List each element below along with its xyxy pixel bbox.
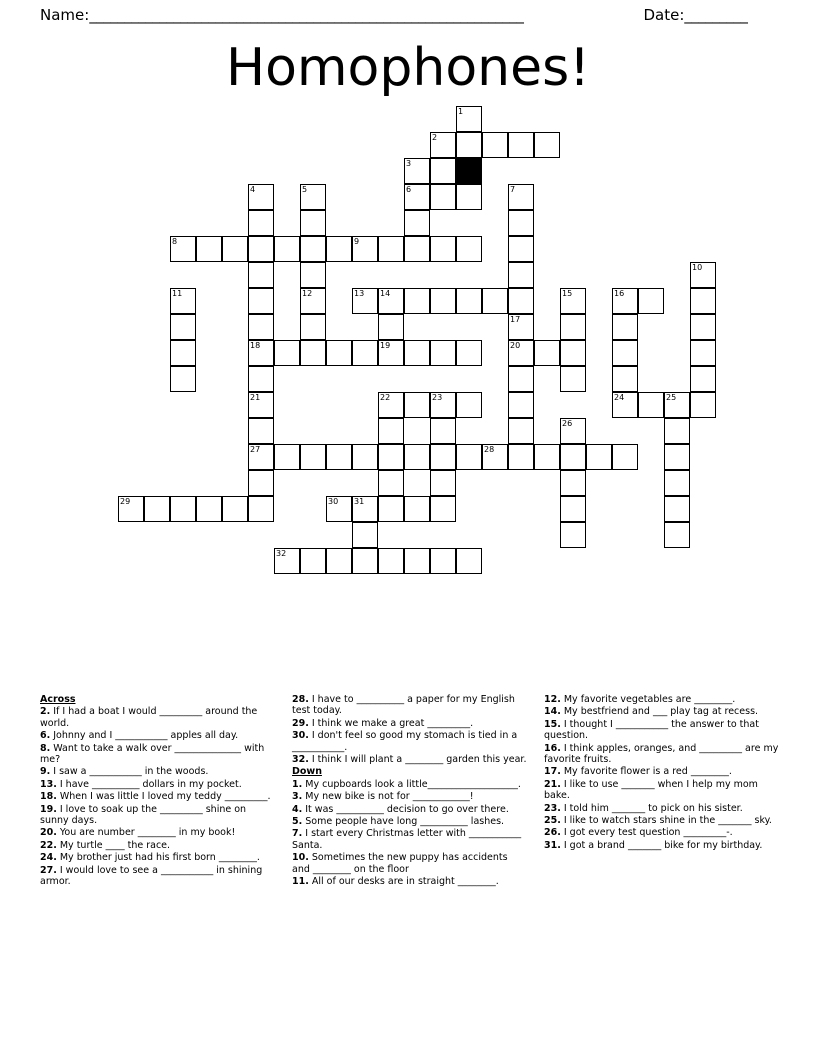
clue-number: 23.	[544, 802, 561, 814]
grid-cell[interactable]	[534, 340, 560, 366]
grid-cell[interactable]	[508, 184, 534, 210]
name-label: Name:	[40, 6, 90, 24]
clue-item	[544, 706, 780, 717]
grid-cell[interactable]	[404, 184, 430, 210]
date-label: Date:	[643, 6, 685, 24]
clue-item	[292, 804, 528, 815]
grid-cell[interactable]	[430, 392, 456, 418]
grid-cell[interactable]	[430, 340, 456, 366]
clue-text: I like to use _______ when I help my mom bake.	[544, 778, 758, 802]
grid-cell-number: 26	[562, 419, 573, 428]
grid-cell-number: 9	[354, 237, 360, 246]
grid-cell[interactable]	[248, 444, 274, 470]
clue-item	[544, 803, 780, 814]
clue-number: 19.	[40, 803, 57, 815]
clue-item	[544, 827, 780, 838]
grid-cell[interactable]	[508, 418, 534, 444]
grid-cell[interactable]	[560, 340, 586, 366]
clue-item	[292, 754, 528, 765]
grid-cell[interactable]	[430, 548, 456, 574]
grid-cell-number: 15	[562, 289, 573, 298]
grid-cell-number: 6	[406, 185, 412, 194]
clue-number: 28.	[292, 694, 309, 705]
grid-cell[interactable]	[248, 418, 274, 444]
clue-text: If I had a boat I would _________ around the world.	[40, 706, 258, 729]
grid-cell-number: 31	[354, 497, 365, 506]
grid-cell-number: 7	[510, 185, 516, 194]
date-blank-line[interactable]: _________	[684, 6, 748, 24]
grid-cell-number: 29	[120, 497, 131, 506]
grid-cell-number: 14	[380, 289, 391, 298]
clue-number: 30.	[292, 730, 309, 742]
grid-cell[interactable]	[248, 470, 274, 496]
grid-cell[interactable]	[534, 444, 560, 470]
grid-cell[interactable]	[664, 522, 690, 548]
grid-cell[interactable]	[170, 236, 196, 262]
grid-cell[interactable]	[612, 288, 638, 314]
grid-cell[interactable]	[690, 392, 716, 418]
grid-cell[interactable]	[378, 314, 404, 340]
clue-text: Want to take a walk over ______________ with me?	[40, 742, 265, 766]
grid-cell[interactable]	[404, 444, 430, 470]
grid-cell[interactable]	[430, 184, 456, 210]
grid-cell[interactable]	[456, 132, 482, 158]
clue-text: My favorite flower is a red ________.	[560, 766, 732, 778]
clues-section	[40, 694, 780, 889]
grid-cell[interactable]	[508, 314, 534, 340]
clue-number: 3.	[292, 791, 303, 803]
clue-number: 21.	[544, 778, 561, 790]
grid-cell[interactable]	[248, 210, 274, 236]
clue-text: I got every test question _________-.	[560, 827, 733, 839]
clue-number: 10.	[292, 852, 309, 864]
grid-cell[interactable]	[430, 470, 456, 496]
grid-cell-number: 19	[380, 341, 391, 350]
grid-cell[interactable]	[664, 392, 690, 418]
clue-text: I told him _______ to pick on his sister.	[560, 802, 743, 814]
grid-cell[interactable]	[508, 288, 534, 314]
grid-cell[interactable]	[404, 392, 430, 418]
grid-cell[interactable]	[300, 236, 326, 262]
grid-cell-number: 11	[172, 289, 183, 298]
grid-cell[interactable]	[430, 496, 456, 522]
clue-item	[292, 718, 528, 729]
clue-number: 11.	[292, 876, 309, 888]
grid-cell[interactable]	[560, 522, 586, 548]
grid-cell[interactable]	[430, 444, 456, 470]
grid-cell-number: 28	[484, 445, 495, 454]
grid-cell[interactable]	[248, 340, 274, 366]
grid-cell[interactable]	[534, 132, 560, 158]
grid-cell[interactable]	[144, 496, 170, 522]
grid-cell[interactable]	[326, 444, 352, 470]
clue-number: 26.	[544, 827, 561, 839]
clue-text: Johnny and I ___________ apples all day.	[50, 730, 239, 742]
grid-cell[interactable]	[456, 236, 482, 262]
clue-number: 8.	[40, 742, 51, 754]
grid-cell[interactable]	[560, 314, 586, 340]
grid-cell[interactable]	[456, 392, 482, 418]
clue-text: I think apples, oranges, and _________ are my favorite fruits.	[544, 742, 779, 766]
grid-cell[interactable]	[456, 340, 482, 366]
grid-cell[interactable]	[404, 158, 430, 184]
clue-text: I start every Christmas letter with ___________ Santa.	[292, 828, 522, 851]
clue-number: 24.	[40, 852, 57, 864]
clue-item	[40, 865, 276, 888]
grid-cell[interactable]	[430, 236, 456, 262]
grid-cell[interactable]	[378, 470, 404, 496]
grid-cell-number: 4	[250, 185, 256, 194]
clue-text: I like to watch stars shine in the _______ sky.	[560, 815, 772, 827]
grid-cell[interactable]	[352, 548, 378, 574]
grid-cell[interactable]	[560, 288, 586, 314]
clue-item	[544, 779, 780, 802]
grid-cell[interactable]	[404, 288, 430, 314]
clue-item	[292, 730, 528, 753]
grid-cell[interactable]	[404, 340, 430, 366]
clue-item	[544, 766, 780, 777]
grid-cell[interactable]	[482, 132, 508, 158]
clue-item	[544, 743, 780, 766]
grid-cell[interactable]	[352, 340, 378, 366]
clue-number: 22.	[40, 839, 57, 851]
grid-cell-number: 23	[432, 393, 443, 402]
clue-item	[40, 766, 276, 777]
grid-cell[interactable]	[196, 496, 222, 522]
grid-cell-number: 3	[406, 159, 412, 168]
grid-cell[interactable]	[508, 236, 534, 262]
grid-cell[interactable]	[508, 444, 534, 470]
grid-cell-number: 5	[302, 185, 308, 194]
clue-number: 12.	[544, 694, 561, 705]
grid-cell[interactable]	[326, 548, 352, 574]
grid-cell[interactable]	[508, 392, 534, 418]
grid-cell[interactable]	[170, 340, 196, 366]
grid-cell[interactable]	[690, 340, 716, 366]
grid-cell-number: 22	[380, 393, 391, 402]
name-date-header	[40, 0, 776, 24]
grid-cell[interactable]	[378, 392, 404, 418]
clue-list-down-part2	[544, 694, 780, 851]
grid-cell[interactable]	[352, 444, 378, 470]
grid-cell[interactable]	[326, 236, 352, 262]
clue-number: 29.	[292, 717, 309, 729]
grid-cell[interactable]	[560, 444, 586, 470]
clue-text: I would love to see a ___________ in shining armor.	[40, 864, 263, 888]
clue-number: 32.	[292, 754, 309, 766]
grid-cell[interactable]	[612, 366, 638, 392]
clue-number: 7.	[292, 828, 303, 840]
down-heading: Down	[292, 766, 322, 778]
clue-item	[40, 779, 276, 790]
clue-text: I love to soak up the _________ shine on sunny days.	[40, 803, 247, 827]
grid-cell-number: 16	[614, 289, 625, 298]
clue-text: My cupboards look a little___________________.	[302, 778, 521, 790]
grid-cell[interactable]	[248, 184, 274, 210]
clue-list-across-part2	[292, 694, 528, 765]
grid-cell[interactable]	[456, 106, 482, 132]
grid-cell[interactable]	[508, 366, 534, 392]
clue-text: I don't feel so good my stomach is tied in a ___________.	[292, 730, 518, 753]
grid-cell[interactable]	[222, 236, 248, 262]
clue-text: I saw a ___________ in the woods.	[50, 766, 209, 778]
grid-cell[interactable]	[170, 496, 196, 522]
grid-cell[interactable]	[248, 262, 274, 288]
clue-text: When I was little I loved my teddy _________.	[56, 791, 271, 803]
grid-cell[interactable]	[378, 496, 404, 522]
grid-cell[interactable]	[326, 496, 352, 522]
clue-item	[292, 779, 528, 790]
clue-item	[40, 730, 276, 741]
grid-cell[interactable]	[456, 548, 482, 574]
clue-item	[40, 791, 276, 802]
clue-number: 9.	[40, 766, 51, 778]
grid-cell[interactable]	[352, 288, 378, 314]
grid-cell[interactable]	[352, 496, 378, 522]
clue-number: 18.	[40, 791, 57, 803]
grid-cell[interactable]	[170, 366, 196, 392]
grid-cell[interactable]	[300, 184, 326, 210]
clue-number: 2.	[40, 706, 51, 718]
clue-text: I got a brand _______ bike for my birthday.	[560, 839, 763, 851]
clue-item	[292, 876, 528, 887]
grid-cell[interactable]	[612, 444, 638, 470]
grid-cell[interactable]	[378, 444, 404, 470]
clue-item	[544, 719, 780, 742]
grid-cell[interactable]	[560, 496, 586, 522]
grid-cell-number: 25	[666, 393, 677, 402]
clue-text: I think I will plant a ________ garden this year.	[308, 754, 527, 766]
grid-cell[interactable]	[300, 210, 326, 236]
clue-column-1	[40, 694, 276, 889]
grid-cell[interactable]	[352, 236, 378, 262]
grid-cell[interactable]	[222, 496, 248, 522]
grid-cell[interactable]	[508, 340, 534, 366]
grid-cell[interactable]	[352, 522, 378, 548]
clue-item	[544, 694, 780, 705]
clue-item	[292, 694, 528, 717]
grid-cell-number: 12	[302, 289, 313, 298]
page-title: Homophones!	[225, 38, 591, 98]
clue-text: I thought I ___________ the answer to that question.	[544, 718, 759, 742]
grid-cell[interactable]	[430, 158, 456, 184]
clue-text: All of our desks are in straight ________.	[308, 876, 499, 888]
grid-cell[interactable]	[560, 418, 586, 444]
grid-cell[interactable]	[170, 288, 196, 314]
grid-cell[interactable]	[118, 496, 144, 522]
grid-cell[interactable]	[300, 444, 326, 470]
clue-text: My turtle ____ the race.	[56, 839, 171, 851]
grid-cell[interactable]	[664, 444, 690, 470]
grid-cell[interactable]	[638, 288, 664, 314]
grid-cell[interactable]	[586, 444, 612, 470]
clue-text: My bestfriend and ___ play tag at recess.	[560, 706, 759, 718]
grid-cell-number: 17	[510, 315, 521, 324]
grid-cell-number: 8	[172, 237, 178, 246]
grid-cell[interactable]	[274, 548, 300, 574]
grid-cell[interactable]	[638, 392, 664, 418]
grid-cell[interactable]	[508, 132, 534, 158]
grid-cell[interactable]	[404, 236, 430, 262]
grid-cell-number: 20	[510, 341, 521, 350]
grid-cell[interactable]	[690, 314, 716, 340]
grid-cell-number: 10	[692, 263, 703, 272]
grid-cell-number: 30	[328, 497, 339, 506]
clue-number: 15.	[544, 718, 561, 730]
clue-text: I think we make a great _________.	[308, 717, 474, 729]
grid-cell[interactable]	[456, 184, 482, 210]
grid-cell[interactable]	[170, 314, 196, 340]
clue-number: 31.	[544, 839, 561, 851]
clue-item	[40, 743, 276, 766]
grid-cell[interactable]	[274, 340, 300, 366]
grid-cell[interactable]	[456, 444, 482, 470]
clue-list-down-part1	[292, 779, 528, 888]
clue-number: 5.	[292, 816, 303, 828]
grid-cell[interactable]	[248, 314, 274, 340]
grid-cell[interactable]	[560, 366, 586, 392]
grid-cell-number: 2	[432, 133, 438, 142]
grid-cell[interactable]	[404, 496, 430, 522]
grid-cell-blocked	[456, 158, 482, 184]
grid-cell[interactable]	[300, 288, 326, 314]
clue-item	[292, 852, 528, 875]
grid-cell[interactable]	[664, 496, 690, 522]
clue-column-3	[544, 694, 780, 889]
grid-cell[interactable]	[404, 548, 430, 574]
grid-cell[interactable]	[612, 314, 638, 340]
grid-cell[interactable]	[378, 340, 404, 366]
clue-item	[40, 840, 276, 851]
grid-cell[interactable]	[482, 288, 508, 314]
grid-cell[interactable]	[196, 236, 222, 262]
grid-cell[interactable]	[248, 288, 274, 314]
clue-number: 25.	[544, 815, 561, 827]
grid-cell[interactable]	[248, 496, 274, 522]
clue-text: My favorite vegetables are ________.	[560, 694, 736, 705]
clue-item	[544, 840, 780, 851]
grid-cell[interactable]	[482, 444, 508, 470]
clue-text: I have to __________ a paper for my English test today.	[292, 694, 515, 717]
grid-cell[interactable]	[690, 262, 716, 288]
grid-cell[interactable]	[430, 288, 456, 314]
grid-cell[interactable]	[300, 314, 326, 340]
grid-cell-number: 1	[458, 107, 464, 116]
grid-cell[interactable]	[326, 340, 352, 366]
grid-cell-number: 32	[276, 549, 287, 558]
grid-cell[interactable]	[430, 418, 456, 444]
grid-cell[interactable]	[300, 548, 326, 574]
grid-cell-number: 18	[250, 341, 261, 350]
grid-cell[interactable]	[690, 288, 716, 314]
clue-item	[40, 706, 276, 729]
clue-item	[40, 804, 276, 827]
grid-cell[interactable]	[300, 262, 326, 288]
clue-number: 4.	[292, 803, 303, 815]
grid-cell[interactable]	[612, 340, 638, 366]
clue-number: 6.	[40, 730, 51, 742]
grid-cell[interactable]	[430, 132, 456, 158]
clue-item	[40, 852, 276, 863]
clue-item	[544, 815, 780, 826]
grid-cell[interactable]	[404, 210, 430, 236]
clue-text: You are number ________ in my book!	[56, 827, 236, 839]
clue-text: Some people have long __________ lashes.	[302, 816, 505, 828]
grid-cell[interactable]	[664, 418, 690, 444]
grid-cell[interactable]	[560, 470, 586, 496]
grid-cell[interactable]	[378, 548, 404, 574]
grid-cell[interactable]	[248, 236, 274, 262]
clue-item	[292, 816, 528, 827]
grid-cell[interactable]	[612, 392, 638, 418]
clue-number: 27.	[40, 864, 57, 876]
clue-text: It was __________ decision to go over there.	[302, 803, 509, 815]
grid-cell-number: 27	[250, 445, 261, 454]
grid-cell[interactable]	[274, 444, 300, 470]
grid-cell[interactable]	[248, 392, 274, 418]
grid-cell[interactable]	[378, 418, 404, 444]
grid-cell[interactable]	[248, 366, 274, 392]
grid-cell[interactable]	[378, 288, 404, 314]
clue-column-2	[292, 694, 528, 889]
clue-text: Sometimes the new puppy has accidents and ________ on the floor	[292, 852, 508, 875]
clue-number: 13.	[40, 778, 57, 790]
clue-text: I have __________ dollars in my pocket.	[56, 778, 242, 790]
crossword-grid[interactable]	[40, 106, 776, 651]
clue-text: My brother just had his first born ________.	[56, 852, 260, 864]
clue-number: 20.	[40, 827, 57, 839]
grid-cell[interactable]	[508, 262, 534, 288]
grid-cell[interactable]	[378, 236, 404, 262]
grid-cell-number: 13	[354, 289, 365, 298]
clue-item	[292, 791, 528, 802]
clue-item	[40, 827, 276, 838]
clue-number: 14.	[544, 706, 561, 718]
clue-number: 16.	[544, 742, 561, 754]
name-blank-line[interactable]: ______________________________________________________________	[89, 6, 524, 24]
clue-number: 1.	[292, 778, 303, 790]
grid-cell[interactable]	[300, 340, 326, 366]
clue-text: My new bike is not for ____________!	[302, 791, 474, 803]
grid-cell-number: 21	[250, 393, 261, 402]
grid-cell[interactable]	[664, 470, 690, 496]
clue-number: 17.	[544, 766, 561, 778]
across-heading: Across	[40, 694, 76, 705]
grid-cell[interactable]	[274, 236, 300, 262]
grid-cell[interactable]	[690, 366, 716, 392]
clue-list-across-part1	[40, 706, 276, 887]
grid-cell-number: 24	[614, 393, 625, 402]
clue-item	[292, 828, 528, 851]
grid-cell[interactable]	[456, 288, 482, 314]
grid-cell[interactable]	[508, 210, 534, 236]
